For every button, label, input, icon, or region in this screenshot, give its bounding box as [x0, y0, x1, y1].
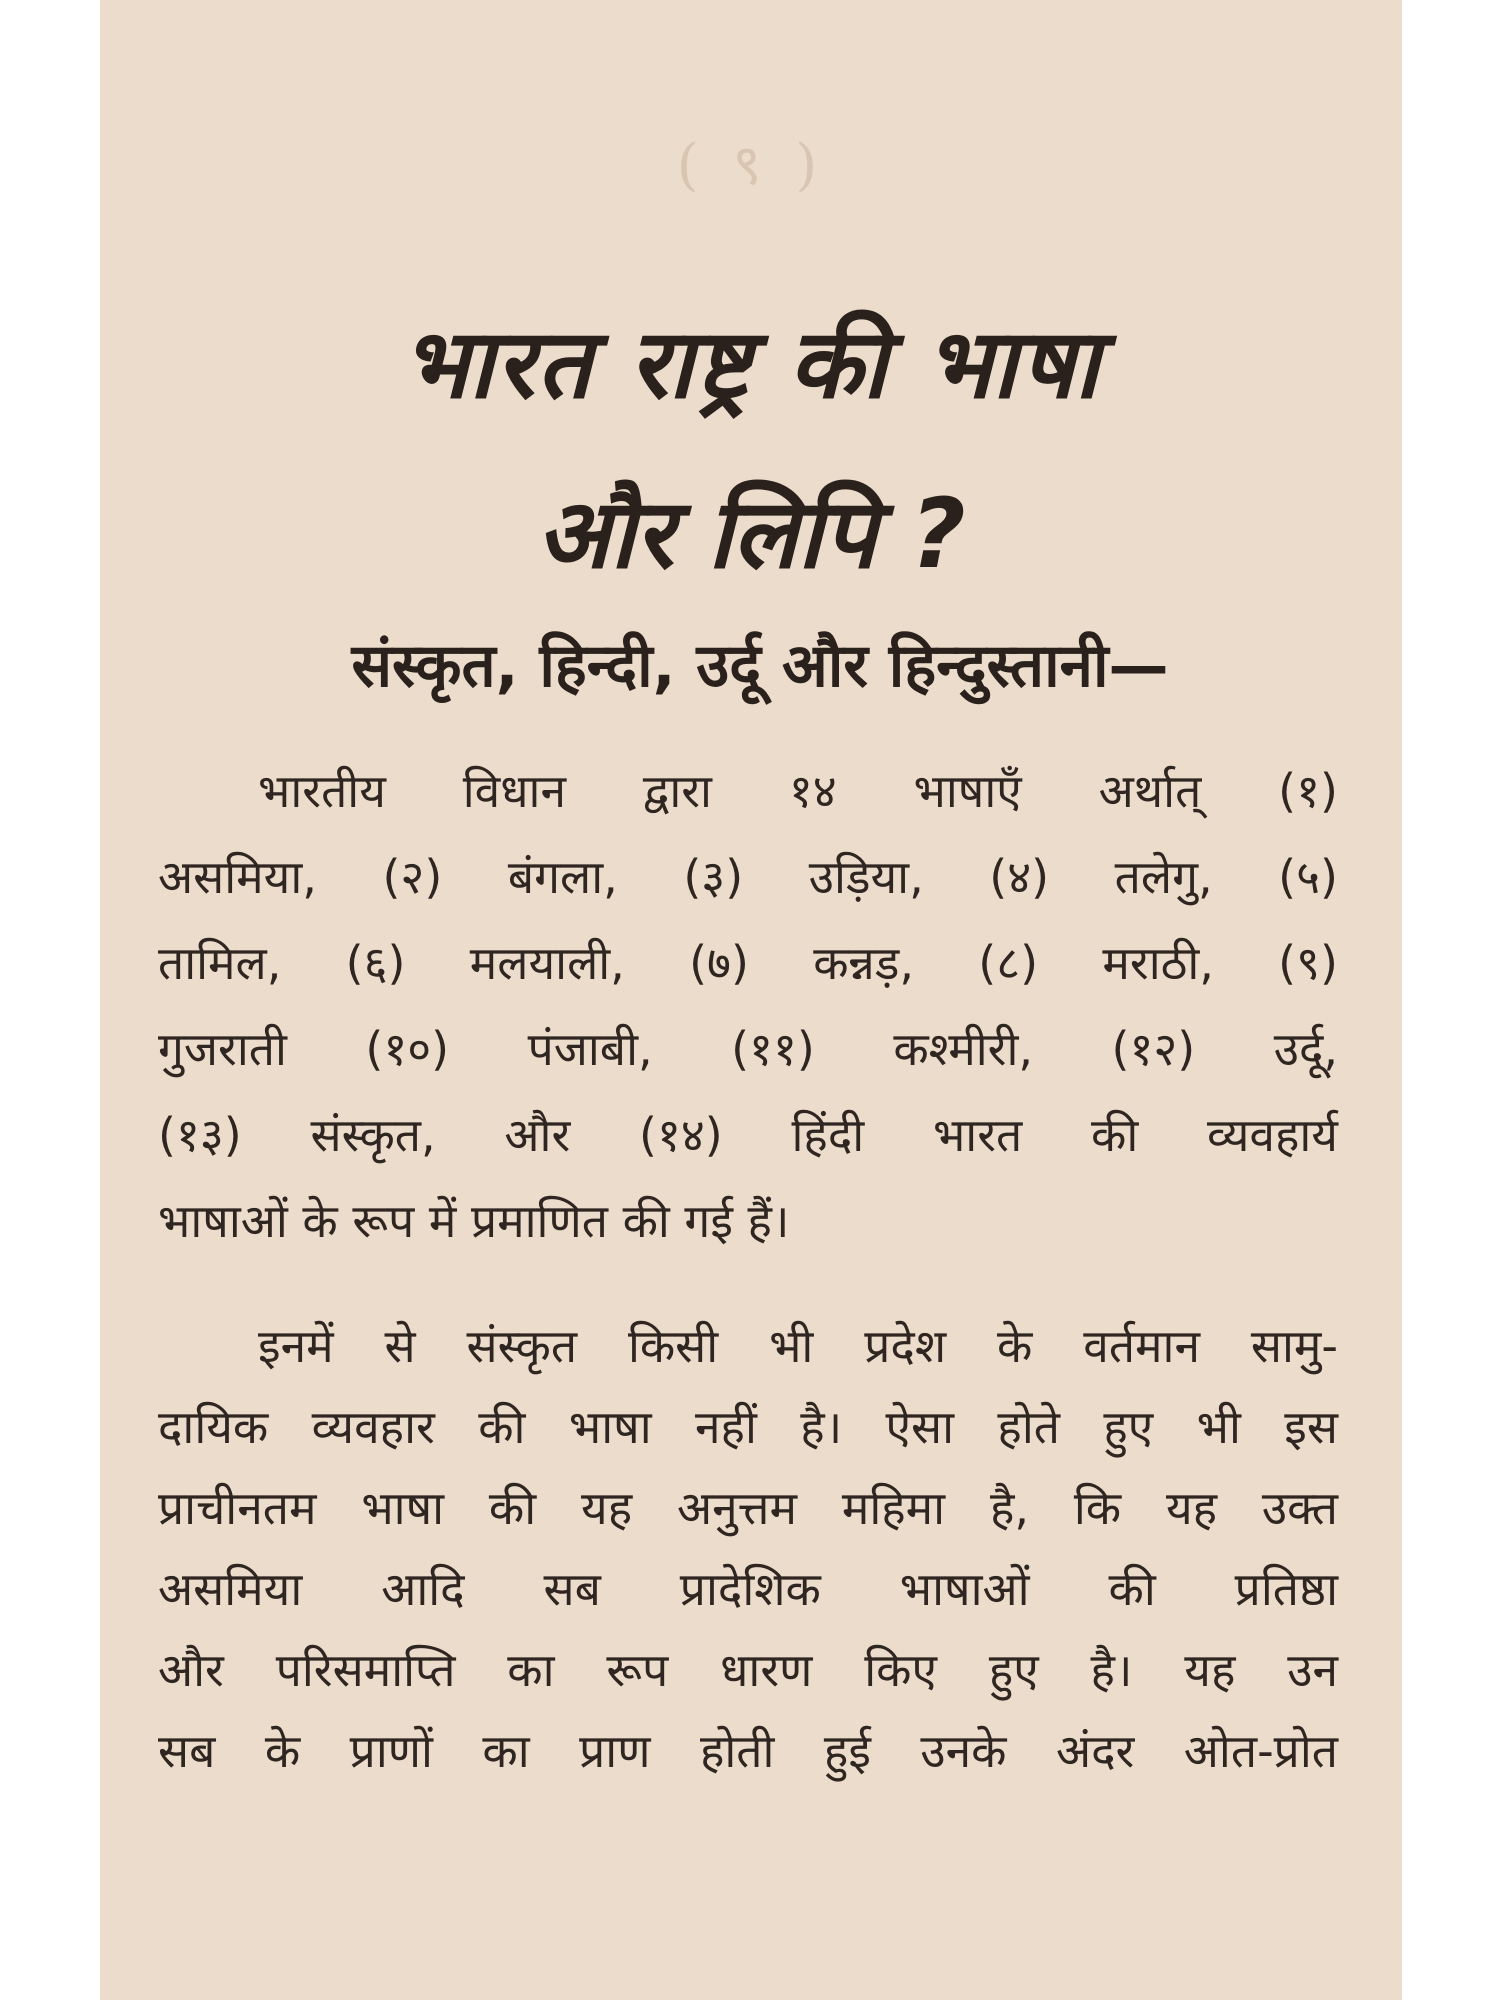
paragraph-1	[158, 748, 1338, 1264]
paragraph-2	[158, 1306, 1338, 1792]
book-page	[100, 0, 1402, 2000]
paragraph-line: भारतीय विधान द्वारा १४ भाषाएँ अर्थात् (१)	[258, 764, 1338, 818]
page-number: ( ९ )	[676, 133, 826, 198]
paragraph-line: भाषाओं के रूप में प्रमाणित की गई हैं।	[158, 1194, 790, 1248]
paragraph-line: इनमें से संस्कृत किसी भी प्रदेश के वर्तमान सामु-	[258, 1319, 1338, 1373]
chapter-title-line-2: और लिपि ?	[536, 478, 966, 590]
paragraph-line: प्राचीनतम भाषा की यह अनुत्तम महिमा है, कि यह उक्त	[158, 1481, 1338, 1535]
paragraph-line: असमिया आदि सब प्रादेशिक भाषाओं की प्रतिष्ठा	[158, 1562, 1338, 1616]
paragraph-line: दायिक व्यवहार की भाषा नहीं है। ऐसा होते हुए भी इस	[158, 1400, 1338, 1454]
chapter-title-line-1: भारत राष्ट्र की भाषा	[400, 308, 1102, 420]
paragraph-line: सब के प्राणों का प्राण होती हुई उनके अंदर ओत-प्रोत	[158, 1724, 1338, 1778]
paragraph-line: तामिल, (६) मलयाली, (७) कन्नड़, (८) मराठी, (९)	[158, 936, 1338, 990]
paragraph-line: असमिया, (२) बंगला, (३) उड़िया, (४) तलेगु, (५)	[158, 850, 1338, 904]
section-heading: संस्कृत, हिन्दी, उर्दू और हिन्दुस्तानी—	[351, 631, 1169, 701]
paragraph-line: (१३) संस्कृत, और (१४) हिंदी भारत की व्यवहार्य	[158, 1108, 1338, 1162]
paragraph-line: और परिसमाप्ति का रूप धारण किए हुए है। यह उन	[158, 1643, 1338, 1697]
paragraph-line: गुजराती (१०) पंजाबी, (११) कश्मीरी, (१२) उर्दू,	[158, 1022, 1338, 1076]
